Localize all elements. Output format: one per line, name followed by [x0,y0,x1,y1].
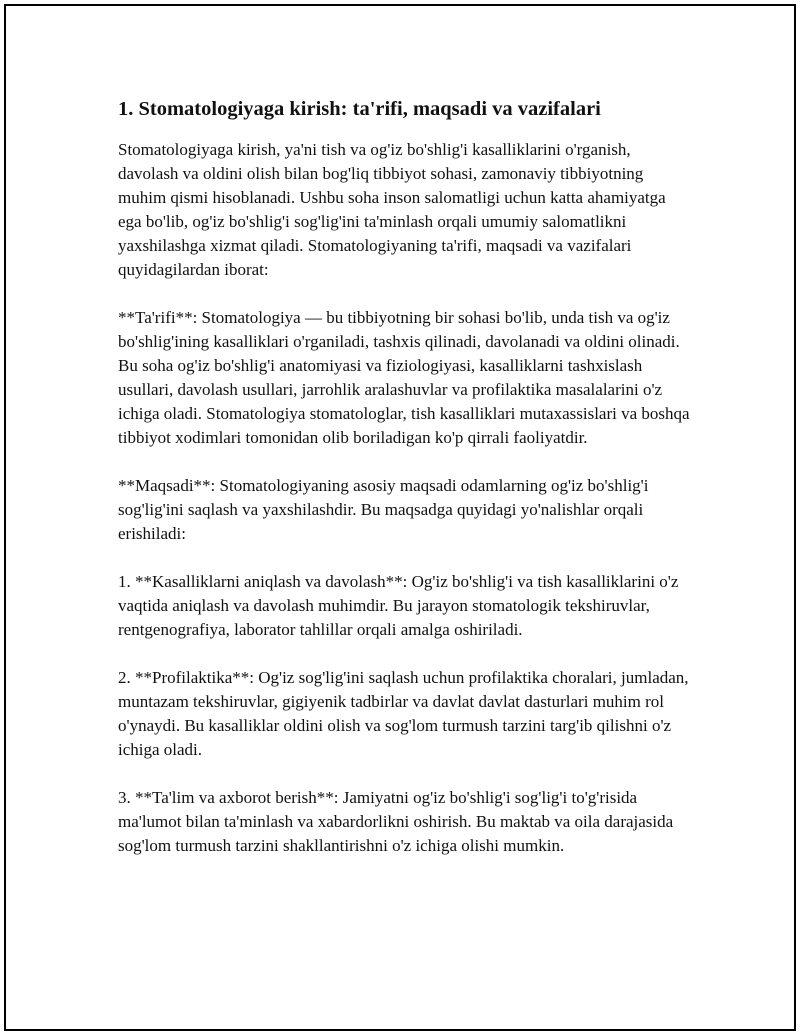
purpose-paragraph: **Maqsadi**: Stomatologiyaning asosiy maqsadi odamlarning og'iz bo'shlig'i sog'lig'ini saqlash va yaxshilashdir. Bu maqsadga quyidagi yo'nalishlar orqali erishiladi: [118,476,649,543]
document-page [4,4,796,1031]
list-item-education: 3. **Ta'lim va axborot berish**: Jamiyatni og'iz bo'shlig'i sog'lig'i to'g'risida ma'lumot bilan ta'minlash va xabardorlikni oshirish. Bu maktab va oila darajasida sog'lom turmush tarzini shakllantirishni o'z ichiga olishi mumkin. [118,788,674,855]
intro-paragraph: Stomatologiyaga kirish, ya'ni tish va og'iz bo'shlig'i kasalliklarini o'rganish, davolash va oldini olish bilan bog'liq tibbiyot sohasi, zamonaviy tibbiyotning muhim qismi hisoblanadi. Ushbu soha inson salomatligi uchun katta ahamiyatga ega bo'lib, og'iz bo'shlig'i sog'lig'ini ta'minlash orqali umumiy salomatlikni yaxshilashga xizmat qiladi. Stomatologiyaning ta'rifi, maqsadi va vazifalari quyidagilardan iborat: [118,140,666,279]
document-title: 1. Stomatologiyaga kirish: ta'rifi, maqsadi va vazifalari [118,98,601,120]
list-item-diagnosis: 1. **Kasalliklarni aniqlash va davolash**: Og'iz bo'shlig'i va tish kasalliklarini o'z vaqtida aniqlash va davolash muhimdir. Bu jarayon stomatologik tekshiruvlar, rentgenografiya, laborator tahlillar orqali amalga oshiriladi. [118,572,679,639]
list-item-prevention: 2. **Profilaktika**: Og'iz sog'lig'ini saqlash uchun profilaktika choralari, jumladan, muntazam tekshiruvlar, gigiyenik tadbirlar va davlat davlat dasturlari muhim rol o'ynaydi. Bu kasalliklar oldini olish va sog'lom turmush tarzini targ'ib qilishni o'z ichiga oladi. [118,668,689,759]
document-body [118,94,693,882]
definition-paragraph: **Ta'rifi**: Stomatologiya — bu tibbiyotning bir sohasi bo'lib, unda tish va og'iz bo'shlig'ining kasalliklari o'rganiladi, tashxis qilinadi, davolanadi va oldini olinadi. Bu soha og'iz bo'shlig'i anatomiyasi va fiziologiyasi, kasalliklarni tashxislash usullari, davolash usullari, jarrohlik aralashuvlar va profilaktika masalalarini o'z ichiga oladi. Stomatologiya stomatologlar, tish kasalliklari mutaxassislari va boshqa tibbiyot xodimlari tomonidan olib boriladigan ko'p qirrali faoliyatdir. [118,308,690,447]
